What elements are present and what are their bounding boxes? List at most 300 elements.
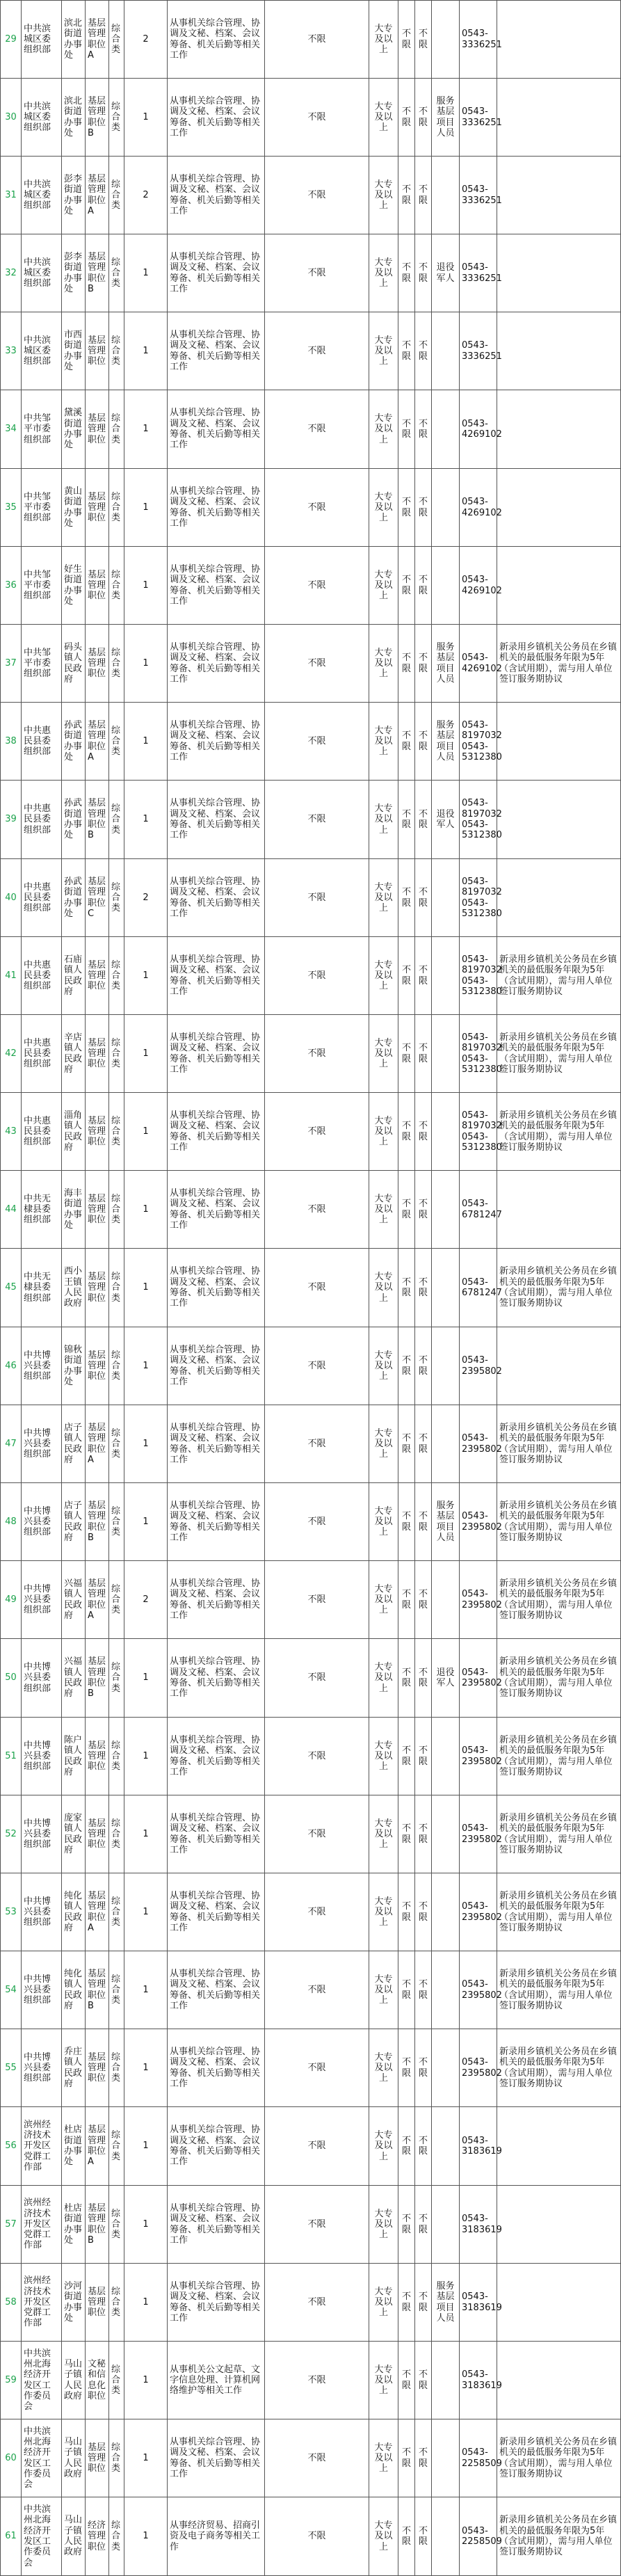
- table-row: [1, 1873, 621, 1951]
- unit-cell: 海丰街道办事处: [62, 1171, 86, 1249]
- phone-cell: 0543-2258509: [460, 2419, 497, 2497]
- phone-cell: 0543-3183619: [460, 2107, 497, 2186]
- duty-cell: 从事机关综合管理、协调及文秘、档案、会议筹备、机关后勤等相关工作: [168, 1795, 265, 1873]
- row-number: 60: [1, 2419, 22, 2497]
- unit-cell: 彭李街道办事处: [62, 157, 86, 234]
- category-cell: 综合类: [109, 2029, 124, 2107]
- unit-cell: 辛店镇人民政府: [62, 1015, 86, 1093]
- category-cell: 综合类: [109, 547, 124, 625]
- phone-cell: 0543-6781247: [460, 1171, 497, 1249]
- duty-cell: 从事机关综合管理、协调及文秘、档案、会议筹备、机关后勤等相关工作: [168, 781, 265, 859]
- remark-cell: 新录用乡镇机关公务员在乡镇机关的最低服务年限为5年（含试用期），需与用人单位签订服务期协议: [497, 625, 621, 703]
- organization-cell: 中共惠民县委组织部: [22, 859, 62, 937]
- special-requirement-cell: [432, 1561, 460, 1639]
- table-row: [1, 157, 621, 234]
- headcount-cell: 1: [124, 312, 168, 390]
- major-cell: 不限: [415, 625, 432, 703]
- organization-cell: 中共惠民县委组织部: [22, 937, 62, 1015]
- special-requirement-cell: [432, 2186, 460, 2264]
- table-row: [1, 1015, 621, 1093]
- degree-cell: 不限: [398, 625, 415, 703]
- requirement-cell: 不限: [265, 703, 369, 781]
- degree-cell: 不限: [398, 2342, 415, 2419]
- headcount-cell: 2: [124, 859, 168, 937]
- requirement-cell: 不限: [265, 1639, 369, 1718]
- education-cell: 大专及以上: [369, 79, 398, 157]
- unit-cell: 庞家镇人民政府: [62, 1795, 86, 1873]
- table-row: [1, 2264, 621, 2342]
- organization-cell: 中共邹平市委组织部: [22, 625, 62, 703]
- duty-cell: 从事机关综合管理、协调及文秘、档案、会议筹备、机关后勤等相关工作: [168, 937, 265, 1015]
- major-cell: 不限: [415, 1483, 432, 1561]
- category-cell: 综合类: [109, 157, 124, 234]
- headcount-cell: 1: [124, 1093, 168, 1171]
- remark-cell: 新录用乡镇机关公务员在乡镇机关的最低服务年限为5年（含试用期），需与用人单位签订服务期协议: [497, 1483, 621, 1561]
- duty-cell: 从事经济贸易、招商引资及电子商务等相关工作: [168, 2497, 265, 2576]
- table-row: [1, 1483, 621, 1561]
- position-cell: 基层管理职位B: [86, 1483, 109, 1561]
- remark-cell: [497, 2342, 621, 2419]
- duty-cell: 从事机关综合管理、协调及文秘、档案、会议筹备、机关后勤等相关工作: [168, 625, 265, 703]
- requirement-cell: 不限: [265, 1, 369, 79]
- row-number: 39: [1, 781, 22, 859]
- degree-cell: 不限: [398, 1561, 415, 1639]
- major-cell: 不限: [415, 79, 432, 157]
- degree-cell: 不限: [398, 157, 415, 234]
- category-cell: 综合类: [109, 1171, 124, 1249]
- category-cell: 综合类: [109, 2497, 124, 2576]
- headcount-cell: 1: [124, 1873, 168, 1951]
- organization-cell: 中共博兴县委组织部: [22, 1483, 62, 1561]
- row-number: 57: [1, 2186, 22, 2264]
- special-requirement-cell: [432, 312, 460, 390]
- phone-cell: 0543-2395802: [460, 1795, 497, 1873]
- requirement-cell: 不限: [265, 79, 369, 157]
- remark-cell: [497, 2186, 621, 2264]
- special-requirement-cell: [432, 2419, 460, 2497]
- row-number: 51: [1, 1718, 22, 1795]
- organization-cell: 中共邹平市委组织部: [22, 547, 62, 625]
- organization-cell: 中共博兴县委组织部: [22, 1873, 62, 1951]
- position-cell: 基层管理职位B: [86, 79, 109, 157]
- category-cell: 综合类: [109, 79, 124, 157]
- major-cell: 不限: [415, 234, 432, 312]
- category-cell: 综合类: [109, 390, 124, 469]
- duty-cell: 从事机关综合管理、协调及文秘、档案、会议筹备、机关后勤等相关工作: [168, 2107, 265, 2186]
- organization-cell: 中共滨州北海经济开发区工作委员会: [22, 2342, 62, 2419]
- unit-cell: 好生街道办事处: [62, 547, 86, 625]
- special-requirement-cell: 退役军人: [432, 781, 460, 859]
- phone-cell: 0543-2395802: [460, 2029, 497, 2107]
- degree-cell: 不限: [398, 79, 415, 157]
- education-cell: 大专及以上: [369, 1171, 398, 1249]
- unit-cell: 滨北街道办事处: [62, 1, 86, 79]
- row-number: 37: [1, 625, 22, 703]
- organization-cell: 中共滨城区委组织部: [22, 312, 62, 390]
- table-row: [1, 1093, 621, 1171]
- position-cell: 基层管理职位: [86, 937, 109, 1015]
- phone-cell: 0543-8197032 0543-5312380: [460, 703, 497, 781]
- row-number: 52: [1, 1795, 22, 1873]
- major-cell: 不限: [415, 2419, 432, 2497]
- phone-cell: 0543-3336251: [460, 157, 497, 234]
- table-row: [1, 1, 621, 79]
- table-row: [1, 1561, 621, 1639]
- headcount-cell: 1: [124, 625, 168, 703]
- special-requirement-cell: [432, 2107, 460, 2186]
- phone-cell: 0543-4269102: [460, 469, 497, 547]
- category-cell: 综合类: [109, 625, 124, 703]
- phone-cell: 0543-2395802: [460, 1561, 497, 1639]
- table-row: [1, 2419, 621, 2497]
- unit-cell: 石庙镇人民政府: [62, 937, 86, 1015]
- degree-cell: 不限: [398, 1, 415, 79]
- headcount-cell: 1: [124, 469, 168, 547]
- unit-cell: 滨北街道办事处: [62, 79, 86, 157]
- category-cell: 综合类: [109, 1015, 124, 1093]
- table-row: [1, 1795, 621, 1873]
- headcount-cell: 1: [124, 390, 168, 469]
- phone-cell: 0543-8197032 0543-5312380: [460, 859, 497, 937]
- major-cell: 不限: [415, 703, 432, 781]
- education-cell: 大专及以上: [369, 1873, 398, 1951]
- education-cell: 大专及以上: [369, 2264, 398, 2342]
- duty-cell: 从事机关综合管理、协调及文秘、档案、会议筹备、机关后勤等相关工作: [168, 1405, 265, 1483]
- row-number: 43: [1, 1093, 22, 1171]
- remark-cell: 新录用乡镇机关公务员在乡镇机关的最低服务年限为5年（含试用期），需与用人单位签订服务期协议: [497, 1249, 621, 1327]
- education-cell: 大专及以上: [369, 2107, 398, 2186]
- table-row: [1, 1327, 621, 1405]
- category-cell: 综合类: [109, 1, 124, 79]
- special-requirement-cell: [432, 1093, 460, 1171]
- phone-cell: 0543-4269102: [460, 390, 497, 469]
- degree-cell: 不限: [398, 1873, 415, 1951]
- unit-cell: 兴福镇人民政府: [62, 1639, 86, 1718]
- major-cell: 不限: [415, 1093, 432, 1171]
- table-row: [1, 1405, 621, 1483]
- headcount-cell: 1: [124, 2342, 168, 2419]
- unit-cell: 锦秋街道办事处: [62, 1327, 86, 1405]
- remark-cell: 新录用乡镇机关公务员在乡镇机关的最低服务年限为5年（含试用期），需与用人单位签订服务期协议: [497, 1951, 621, 2029]
- education-cell: 大专及以上: [369, 2342, 398, 2419]
- category-cell: 综合类: [109, 1483, 124, 1561]
- phone-cell: 0543-8197032 0543-5312380: [460, 1093, 497, 1171]
- degree-cell: 不限: [398, 859, 415, 937]
- unit-cell: 沙河街道办事处: [62, 2264, 86, 2342]
- table-row: [1, 1249, 621, 1327]
- major-cell: 不限: [415, 2264, 432, 2342]
- requirement-cell: 不限: [265, 781, 369, 859]
- position-cell: 基层管理职位: [86, 2029, 109, 2107]
- education-cell: 大专及以上: [369, 1951, 398, 2029]
- category-cell: 综合类: [109, 469, 124, 547]
- duty-cell: 从事机关综合管理、协调及文秘、档案、会议筹备、机关后勤等相关工作: [168, 1483, 265, 1561]
- organization-cell: 中共邹平市委组织部: [22, 390, 62, 469]
- unit-cell: 孙武街道办事处: [62, 859, 86, 937]
- headcount-cell: 1: [124, 1249, 168, 1327]
- position-cell: 基层管理职位C: [86, 859, 109, 937]
- requirement-cell: 不限: [265, 1405, 369, 1483]
- category-cell: 综合类: [109, 1718, 124, 1795]
- position-cell: 基层管理职位A: [86, 703, 109, 781]
- position-cell: 基层管理职位: [86, 625, 109, 703]
- position-cell: 基层管理职位: [86, 390, 109, 469]
- organization-cell: 中共邹平市委组织部: [22, 469, 62, 547]
- headcount-cell: 2: [124, 1, 168, 79]
- remark-cell: 新录用乡镇机关公务员在乡镇机关的最低服务年限为5年（含试用期），需与用人单位签订服务期协议: [497, 1718, 621, 1795]
- education-cell: 大专及以上: [369, 1639, 398, 1718]
- special-requirement-cell: [432, 1015, 460, 1093]
- phone-cell: 0543-2258509: [460, 2497, 497, 2576]
- phone-cell: 0543-3183619: [460, 2342, 497, 2419]
- special-requirement-cell: [432, 1873, 460, 1951]
- row-number: 54: [1, 1951, 22, 2029]
- table-body: [1, 1, 621, 2576]
- table-row: [1, 390, 621, 469]
- education-cell: 大专及以上: [369, 859, 398, 937]
- remark-cell: [497, 2264, 621, 2342]
- position-cell: 基层管理职位: [86, 1249, 109, 1327]
- organization-cell: 中共惠民县委组织部: [22, 781, 62, 859]
- requirement-cell: 不限: [265, 469, 369, 547]
- organization-cell: 中共博兴县委组织部: [22, 1405, 62, 1483]
- headcount-cell: 1: [124, 2497, 168, 2576]
- organization-cell: 中共无棣县委组织部: [22, 1171, 62, 1249]
- phone-cell: 0543-3183619: [460, 2186, 497, 2264]
- organization-cell: 中共惠民县委组织部: [22, 1015, 62, 1093]
- education-cell: 大专及以上: [369, 2497, 398, 2576]
- headcount-cell: 1: [124, 547, 168, 625]
- special-requirement-cell: 服务基层项目人员: [432, 625, 460, 703]
- table-row: [1, 859, 621, 937]
- remark-cell: [497, 2107, 621, 2186]
- duty-cell: 从事机关综合管理、协调及文秘、档案、会议筹备、机关后勤等相关工作: [168, 1951, 265, 2029]
- unit-cell: 彭李街道办事处: [62, 234, 86, 312]
- phone-cell: 0543-3336251: [460, 234, 497, 312]
- position-cell: 基层管理职位B: [86, 234, 109, 312]
- degree-cell: 不限: [398, 547, 415, 625]
- duty-cell: 从事机关综合管理、协调及文秘、档案、会议筹备、机关后勤等相关工作: [168, 1, 265, 79]
- major-cell: 不限: [415, 1015, 432, 1093]
- remark-cell: 新录用乡镇机关公务员在乡镇机关的最低服务年限为5年（含试用期），需与用人单位签订服务期协议: [497, 1639, 621, 1718]
- remark-cell: [497, 1327, 621, 1405]
- remark-cell: [497, 312, 621, 390]
- duty-cell: 从事机关综合管理、协调及文秘、档案、会议筹备、机关后勤等相关工作: [168, 703, 265, 781]
- duty-cell: 从事机关综合管理、协调及文秘、档案、会议筹备、机关后勤等相关工作: [168, 1171, 265, 1249]
- remark-cell: [497, 781, 621, 859]
- remark-cell: [497, 1, 621, 79]
- remark-cell: [497, 859, 621, 937]
- category-cell: 综合类: [109, 2186, 124, 2264]
- education-cell: 大专及以上: [369, 625, 398, 703]
- unit-cell: 马山子镇人民政府: [62, 2419, 86, 2497]
- degree-cell: 不限: [398, 1015, 415, 1093]
- headcount-cell: 1: [124, 234, 168, 312]
- special-requirement-cell: [432, 547, 460, 625]
- table-row: [1, 2342, 621, 2419]
- education-cell: 大专及以上: [369, 390, 398, 469]
- education-cell: 大专及以上: [369, 2186, 398, 2264]
- category-cell: 综合类: [109, 1405, 124, 1483]
- duty-cell: 从事机关综合管理、协调及文秘、档案、会议筹备、机关后勤等相关工作: [168, 390, 265, 469]
- requirement-cell: 不限: [265, 625, 369, 703]
- organization-cell: 滨州经济技术开发区党群工作部: [22, 2264, 62, 2342]
- degree-cell: 不限: [398, 469, 415, 547]
- headcount-cell: 1: [124, 2029, 168, 2107]
- table-row: [1, 2186, 621, 2264]
- category-cell: 综合类: [109, 703, 124, 781]
- category-cell: 综合类: [109, 781, 124, 859]
- headcount-cell: 1: [124, 1718, 168, 1795]
- phone-cell: 0543-2395802: [460, 1639, 497, 1718]
- row-number: 53: [1, 1873, 22, 1951]
- education-cell: 大专及以上: [369, 312, 398, 390]
- requirement-cell: 不限: [265, 2186, 369, 2264]
- unit-cell: 孙武街道办事处: [62, 781, 86, 859]
- position-cell: 基层管理职位: [86, 469, 109, 547]
- education-cell: 大专及以上: [369, 1561, 398, 1639]
- category-cell: 综合类: [109, 1093, 124, 1171]
- duty-cell: 从事机关综合管理、协调及文秘、档案、会议筹备、机关后勤等相关工作: [168, 79, 265, 157]
- organization-cell: 滨州经济技术开发区党群工作部: [22, 2107, 62, 2186]
- table-row: [1, 2029, 621, 2107]
- requirement-cell: 不限: [265, 2029, 369, 2107]
- remark-cell: 新录用乡镇机关公务员在乡镇机关的最低服务年限为5年（含试用期），需与用人单位签订服务期协议: [497, 1561, 621, 1639]
- requirement-cell: 不限: [265, 1093, 369, 1171]
- category-cell: 综合类: [109, 1249, 124, 1327]
- requirement-cell: 不限: [265, 1951, 369, 2029]
- category-cell: 综合类: [109, 937, 124, 1015]
- table-row: [1, 703, 621, 781]
- position-cell: 基层管理职位A: [86, 1, 109, 79]
- education-cell: 大专及以上: [369, 547, 398, 625]
- duty-cell: 从事机关综合管理、协调及文秘、档案、会议筹备、机关后勤等相关工作: [168, 2419, 265, 2497]
- remark-cell: [497, 390, 621, 469]
- remark-cell: [497, 157, 621, 234]
- special-requirement-cell: [432, 469, 460, 547]
- phone-cell: 0543-2395802: [460, 1405, 497, 1483]
- headcount-cell: 1: [124, 1483, 168, 1561]
- major-cell: 不限: [415, 1171, 432, 1249]
- degree-cell: 不限: [398, 1483, 415, 1561]
- position-cell: 基层管理职位: [86, 1718, 109, 1795]
- unit-cell: 马山子镇人民政府: [62, 2497, 86, 2576]
- organization-cell: 中共博兴县委组织部: [22, 1951, 62, 2029]
- unit-cell: 淄角镇人民政府: [62, 1093, 86, 1171]
- row-number: 31: [1, 157, 22, 234]
- category-cell: 综合类: [109, 1951, 124, 2029]
- requirement-cell: 不限: [265, 1327, 369, 1405]
- special-requirement-cell: [432, 859, 460, 937]
- education-cell: 大专及以上: [369, 1483, 398, 1561]
- degree-cell: 不限: [398, 1405, 415, 1483]
- category-cell: 综合类: [109, 312, 124, 390]
- headcount-cell: 1: [124, 703, 168, 781]
- row-number: 47: [1, 1405, 22, 1483]
- position-cell: 文秘和信息化职位: [86, 2342, 109, 2419]
- table-row: [1, 1951, 621, 2029]
- category-cell: 综合类: [109, 859, 124, 937]
- table-row: [1, 312, 621, 390]
- phone-cell: 0543-8197032 0543-5312380: [460, 1015, 497, 1093]
- major-cell: 不限: [415, 390, 432, 469]
- phone-cell: 0543-3183619: [460, 2264, 497, 2342]
- duty-cell: 从事机关综合管理、协调及文秘、档案、会议筹备、机关后勤等相关工作: [168, 1249, 265, 1327]
- category-cell: 综合类: [109, 2342, 124, 2419]
- table-row: [1, 625, 621, 703]
- degree-cell: 不限: [398, 1093, 415, 1171]
- education-cell: 大专及以上: [369, 469, 398, 547]
- requirement-cell: 不限: [265, 1249, 369, 1327]
- row-number: 44: [1, 1171, 22, 1249]
- headcount-cell: 2: [124, 1561, 168, 1639]
- row-number: 41: [1, 937, 22, 1015]
- position-cell: 基层管理职位: [86, 2264, 109, 2342]
- degree-cell: 不限: [398, 1171, 415, 1249]
- special-requirement-cell: [432, 2342, 460, 2419]
- education-cell: 大专及以上: [369, 1, 398, 79]
- table-row: [1, 781, 621, 859]
- position-cell: 基层管理职位B: [86, 781, 109, 859]
- organization-cell: 中共惠民县委组织部: [22, 703, 62, 781]
- organization-cell: 中共滨城区委组织部: [22, 79, 62, 157]
- duty-cell: 从事机关综合管理、协调及文秘、档案、会议筹备、机关后勤等相关工作: [168, 1015, 265, 1093]
- unit-cell: 西小王镇人民政府: [62, 1249, 86, 1327]
- organization-cell: 中共博兴县委组织部: [22, 1718, 62, 1795]
- requirement-cell: 不限: [265, 234, 369, 312]
- phone-cell: 0543-2395802: [460, 1483, 497, 1561]
- headcount-cell: 1: [124, 1639, 168, 1718]
- degree-cell: 不限: [398, 1951, 415, 2029]
- table-row: [1, 469, 621, 547]
- degree-cell: 不限: [398, 1718, 415, 1795]
- duty-cell: 从事机关综合管理、协调及文秘、档案、会议筹备、机关后勤等相关工作: [168, 2186, 265, 2264]
- degree-cell: 不限: [398, 234, 415, 312]
- row-number: 50: [1, 1639, 22, 1718]
- category-cell: 综合类: [109, 234, 124, 312]
- category-cell: 综合类: [109, 2264, 124, 2342]
- headcount-cell: 1: [124, 781, 168, 859]
- position-cell: 经济管理职位: [86, 2497, 109, 2576]
- row-number: 45: [1, 1249, 22, 1327]
- organization-cell: 中共无棣县委组织部: [22, 1249, 62, 1327]
- phone-cell: 0543-2395802: [460, 1718, 497, 1795]
- table-row: [1, 234, 621, 312]
- major-cell: 不限: [415, 1639, 432, 1718]
- remark-cell: [497, 1171, 621, 1249]
- position-cell: 基层管理职位: [86, 1171, 109, 1249]
- major-cell: 不限: [415, 937, 432, 1015]
- education-cell: 大专及以上: [369, 703, 398, 781]
- remark-cell: [497, 79, 621, 157]
- organization-cell: 滨州经济技术开发区党群工作部: [22, 2186, 62, 2264]
- category-cell: 综合类: [109, 2419, 124, 2497]
- phone-cell: 0543-4269102: [460, 625, 497, 703]
- degree-cell: 不限: [398, 703, 415, 781]
- position-cell: 基层管理职位A: [86, 157, 109, 234]
- position-cell: 基层管理职位B: [86, 1639, 109, 1718]
- unit-cell: 兴福镇人民政府: [62, 1561, 86, 1639]
- education-cell: 大专及以上: [369, 1405, 398, 1483]
- category-cell: 综合类: [109, 2107, 124, 2186]
- requirement-cell: 不限: [265, 2419, 369, 2497]
- major-cell: 不限: [415, 1, 432, 79]
- major-cell: 不限: [415, 312, 432, 390]
- unit-cell: 乔庄镇人民政府: [62, 2029, 86, 2107]
- headcount-cell: 1: [124, 2107, 168, 2186]
- major-cell: 不限: [415, 1561, 432, 1639]
- major-cell: 不限: [415, 1718, 432, 1795]
